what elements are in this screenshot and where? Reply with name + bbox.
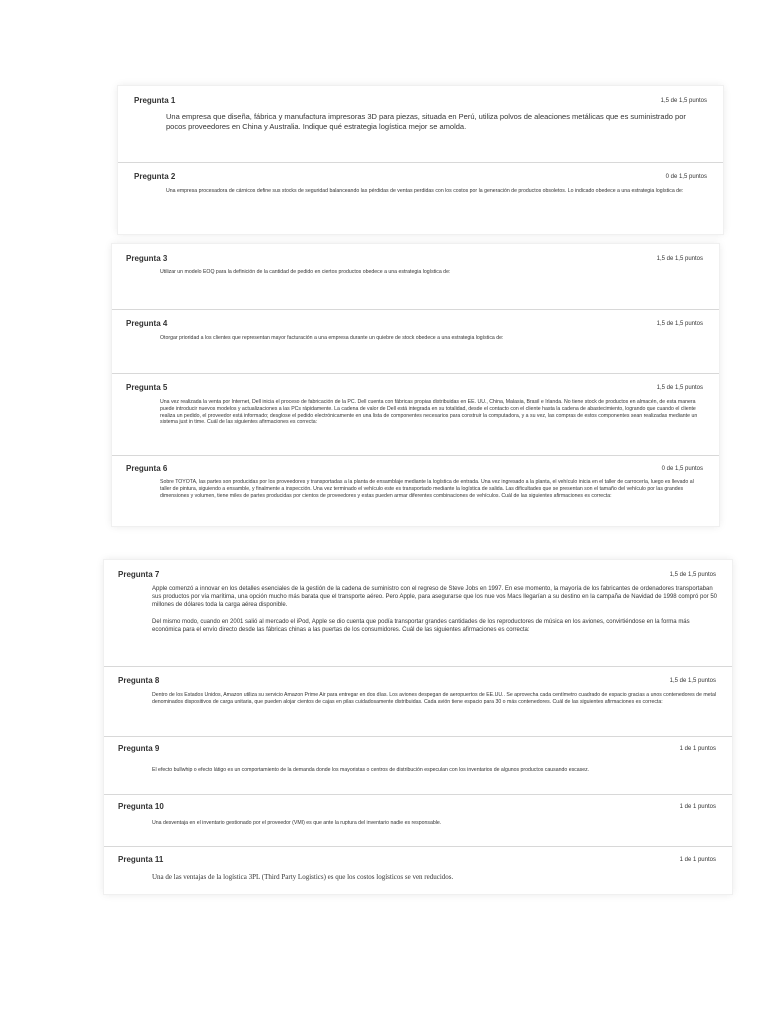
question-title: Pregunta 7 <box>118 570 160 579</box>
question-title: Pregunta 6 <box>126 464 168 473</box>
question-4 <box>112 309 719 374</box>
screenshot-panel-3 <box>104 560 732 894</box>
question-score: 1,5 de 1,5 puntos <box>656 256 703 262</box>
question-text: Una empresa que diseña, fábrica y manufactura impresoras 3D para piezas, situada en Perú, utiliza polvos de aleaciones metálicas que es suministrado por pocos proveedores en China y Australia. Indique qué estrategia logística mejor se amolda. <box>166 112 686 131</box>
question-9 <box>104 736 732 795</box>
question-title: Pregunta 1 <box>134 96 176 105</box>
question-score: 0 de 1,5 puntos <box>661 466 703 472</box>
question-score: 1 de 1 puntos <box>679 857 716 863</box>
question-text: Sobre TOYOTA, las partes son producidas por los proveedores y transportadas a la planta de ensamblaje mediante la logística de entrada. Una vez ingresado a la planta, el vehículo inicia en el taller de carrocería, luego es llevado al taller de pintura, siguiendo a ensamble, y finalmente a inspección. Una vez terminado el vehículo este es transportado mediante la logística de salida. Las dificultades que se presentan son el tamaño del vehículo por las grandes dimensiones y volumen, tiene miles de partes producidas por cientos de proveedores y estas pueden armar diferentes combinaciones de vehículos. Cuál de las siguientes afirmaciones es correcta: <box>160 479 694 499</box>
question-score: 1,5 de 1,5 puntos <box>660 98 707 104</box>
question-score: 1,5 de 1,5 puntos <box>669 678 716 684</box>
question-score: 1,5 de 1,5 puntos <box>656 321 703 327</box>
question-text: Una de las ventajas de la logística 3PL (Third Party Logistics) es que los costos logísticos se ven reducidos. <box>152 873 454 881</box>
question-text: Utilizar un modelo EOQ para la definición de la cantidad de pedido en ciertos productos obedece a una estrategia logística de: <box>160 269 451 275</box>
question-text: Una empresa procesadora de cárnicos define sus stocks de seguridad balanceando las pérdidas de ventas perdidas con los costos por la generación de productos obsoletos. Lo indicado obedece a una estrategia logística de: <box>166 188 684 194</box>
question-title: Pregunta 10 <box>118 802 164 811</box>
question-text: El efecto bullwhip o efecto látigo es un comportamiento de la demanda donde los mayoristas o centros de distribución especulan con los inventarios de algunos productos causando escasez. <box>152 767 590 773</box>
question-text: Otorgar prioridad a los clientes que representan mayor facturación a una empresa durante un quiebre de stock obedece a una estrategia logística de: <box>160 335 504 341</box>
question-title: Pregunta 3 <box>126 254 168 263</box>
question-score: 1,5 de 1,5 puntos <box>656 385 703 391</box>
question-2 <box>118 162 723 234</box>
question-8 <box>104 666 732 737</box>
question-11 <box>104 846 732 894</box>
question-6 <box>112 455 719 526</box>
question-text: Una desventaja en el inventario gestionado por el proveedor (VMI) es que ante la ruptura del inventario nadie es responsable. <box>152 820 442 826</box>
question-score: 1 de 1 puntos <box>679 746 716 752</box>
question-score: 1 de 1 puntos <box>679 804 716 810</box>
screenshot-panel-2 <box>112 244 719 526</box>
question-5 <box>112 373 719 456</box>
question-title: Pregunta 4 <box>126 319 168 328</box>
question-title: Pregunta 2 <box>134 172 176 181</box>
question-10 <box>104 794 732 847</box>
question-score: 1,5 de 1,5 puntos <box>669 572 716 578</box>
question-text: Una vez realizada la venta por Internet, Dell inicia el proceso de fabricación de la PC. Dell cuenta con fábricas propias distribuidas en EE. UU., China, Malasia, Brasil e Irlanda. No tiene stock de productos en almacén, de esta manera puede introducir nuevos modelos y actualizaciones a las PCs rápidamente. La cadena de valor de Dell está integrada en su totalidad, desde el contacto con el cliente hasta la cadena de abastecimiento, logrando que cuando el cliente realiza un pedido, el proveedor está informado; desglose el pedido electrónicamente en una lista de componentes necesarios para construir la computadora, y a su vez, las compras de estos componentes sean realizadas mediante un sistema just in time. Cuál de las siguientes afirmaciones es correcta: <box>160 399 698 426</box>
question-text: Apple comenzó a innovar en los detalles esenciales de la gestión de la cadena de suministro con el regreso de Steve Jobs en 1997. En ese momento, la mayoría de los fabricantes de ordenadores transportaban sus productos por vía marítima, una opción mucho más barata que el transporte aéreo. Pero Apple, para asegurarse que los nue vos Macs llegarían a su destino en la campaña de Navidad de 1998 compró por 50 millones de dólares toda la carga aérea disponible. <box>152 586 718 608</box>
question-title: Pregunta 11 <box>118 855 164 864</box>
question-title: Pregunta 9 <box>118 744 160 753</box>
question-text-2: Del mismo modo, cuando en 2001 salió al mercado el iPod, Apple se dio cuenta que podía transportar grandes cantidades de los reproductores de música en los aviones, convirtiéndose en la forma más económica para el envío directo desde las fábricas chinas a las puertas de los consumidores. Cuál de las siguientes afirmaciones es correcta: <box>152 619 690 633</box>
question-text: Dentro de los Estados Unidos, Amazon utiliza su servicio Amazon Prime Air para entregar en dos días. Los aviones despegan de aeropuertos de EE.UU.. Se aprovecha cada centímetro cuadrado de espacio gracias a unos contenedores de metal denominados dispositivos de carga unitaria, que pueden alojar cientos de cajas en pilas cuidadosamente distribuidas. Cada avión tiene espacio para 30 o más contenedores. Cuál de las siguientes afirmaciones es correcta: <box>152 692 717 705</box>
question-title: Pregunta 8 <box>118 676 160 685</box>
question-7 <box>104 560 732 667</box>
question-title: Pregunta 5 <box>126 383 168 392</box>
screenshot-panel-1 <box>118 86 723 234</box>
question-1 <box>118 86 723 163</box>
question-3 <box>112 244 719 310</box>
question-score: 0 de 1,5 puntos <box>665 174 707 180</box>
